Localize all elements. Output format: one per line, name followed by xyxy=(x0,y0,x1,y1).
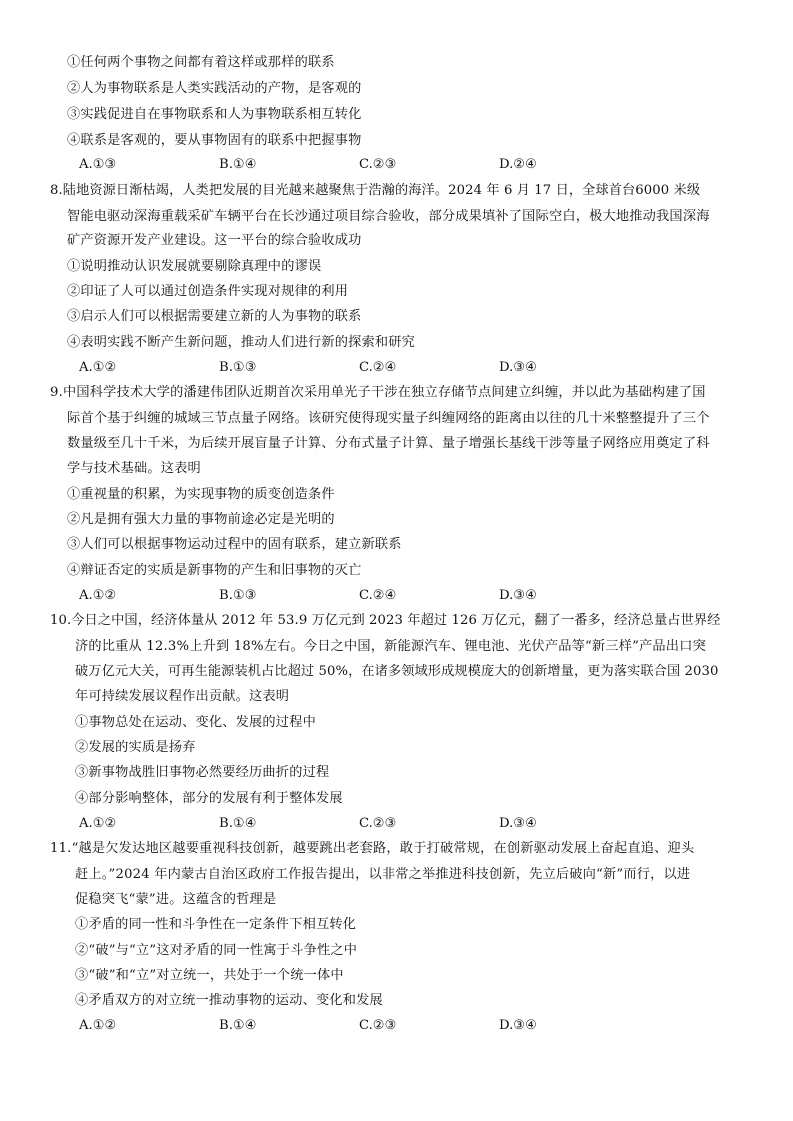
q11-stem-line-1: 11.“越是欠发达地区越要重视科技创新，越要跳出老套路，敢于打破常规，在创新驱动发展上奋起直追、迎头 xyxy=(50,841,695,856)
q9-stem-line-4: 学与技术基础。这表明 xyxy=(67,461,201,476)
q8-statement-1: ①说明推动认识发展就要剔除真理中的谬误 xyxy=(67,259,322,274)
q8-statement-4: ④表明实践不断产生新问题，推动人们进行新的探索和研究 xyxy=(67,335,416,350)
q8-stem-line-1: 8.陆地资源日渐枯竭，人类把发展的目光越来越聚焦于浩瀚的海洋。2024 年 6 月 17 日，全球首台6000 米级 xyxy=(50,183,701,198)
q8-option-b: B.①③ xyxy=(219,360,257,375)
q8-stem-line-2: 智能电驱动深海重载采矿车辆平台在长沙通过项目综合验收，部分成果填补了国际空白，极大地推动我国深海 xyxy=(67,209,710,224)
q8-options xyxy=(0,359,700,377)
q11-option-c: C.②③ xyxy=(359,1018,397,1033)
q11-option-a: A.①② xyxy=(79,1018,117,1033)
q8-stem-line-3: 矿产资源开发产业建设。这一平台的综合验收成功 xyxy=(67,233,362,248)
q10-stem-line-1: 10.今日之中国，经济体量从 2012 年 53.9 万亿元到 2023 年超过 126 万亿元，翻了一番多，经济总量占世界经 xyxy=(50,613,721,628)
q10-option-a: A.①② xyxy=(79,816,117,831)
q10-statement-4: ④部分影响整体，部分的发展有利于整体发展 xyxy=(75,791,343,806)
q7-statement-3: ③实践促进自在事物联系和人为事物联系相互转化 xyxy=(67,107,362,122)
q9-statement-4: ④辩证否定的实质是新事物的产生和旧事物的灭亡 xyxy=(67,563,362,578)
q7-statement-4: ④联系是客观的，要从事物固有的联系中把握事物 xyxy=(67,133,362,148)
q10-statement-2: ②发展的实质是扬弃 xyxy=(75,740,196,755)
q9-option-d: D.③④ xyxy=(499,588,537,603)
q9-statement-1: ①重视量的积累，为实现事物的质变创造条件 xyxy=(67,487,335,502)
q10-stem-line-3: 破万亿元大关，可再生能源装机占比超过 50%，在诸多领域形成规模庞大的创新增量，更为落实联合国 2030 xyxy=(75,664,719,679)
q10-statement-1: ①事物总处在运动、变化、发展的过程中 xyxy=(75,715,316,730)
q9-option-b: B.①③ xyxy=(219,588,257,603)
q8-option-a: A.①② xyxy=(79,360,117,375)
q8-statement-2: ②印证了人可以通过创造条件实现对规律的利用 xyxy=(67,284,349,299)
q8-option-d: D.③④ xyxy=(499,360,537,375)
q7-option-b: B.①④ xyxy=(219,157,257,172)
q10-option-d: D.③④ xyxy=(499,816,537,831)
q11-stem-line-3: 促稳突飞“蒙”进。这蕴含的哲理是 xyxy=(75,892,277,907)
q9-option-a: A.①② xyxy=(79,588,117,603)
q10-stem-line-4: 年可持续发展议程作出贡献。这表明 xyxy=(75,689,290,704)
q11-statement-1: ①矛盾的同一性和斗争性在一定条件下相互转化 xyxy=(75,917,357,932)
q7-option-a: A.①③ xyxy=(79,157,117,172)
q9-stem-line-2: 际首个基于纠缠的城域三节点量子网络。该研究使得现实量子纠缠网络的距离由以往的几十米整整提升了三个 xyxy=(67,411,710,426)
q8-option-c: C.②④ xyxy=(359,360,397,375)
q9-statement-3: ③人们可以根据事物运动过程中的固有联系，建立新联系 xyxy=(67,537,402,552)
q8-statement-3: ③启示人们可以根据需要建立新的人为事物的联系 xyxy=(67,309,362,324)
q11-stem-line-2: 赶上。”2024 年内蒙古自治区政府工作报告提出，以非常之举推进科技创新，先立后破向“新”而行，以进 xyxy=(75,867,691,882)
q7-statement-1: ①任何两个事物之间都有着这样或那样的联系 xyxy=(67,55,335,70)
q10-stem-line-2: 济的比重从 12.3%上升到 18%左右。今日之中国，新能源汽车、锂电池、光伏产品等“新三样”产品出口突 xyxy=(75,639,706,654)
q7-statement-2: ②人为事物联系是人类实践活动的产物，是客观的 xyxy=(67,81,362,96)
q10-option-c: C.②③ xyxy=(359,816,397,831)
q9-option-c: C.②④ xyxy=(359,588,397,603)
q10-statement-3: ③新事物战胜旧事物必然要经历曲折的过程 xyxy=(75,765,330,780)
q11-statement-3: ③“破”和“立”对立统一，共处于一个统一体中 xyxy=(75,968,344,983)
q9-stem-line-3: 数量级至几十千米，为后续开展盲量子计算、分布式量子计算、量子增强长基线干涉等量子网络应用奠定了科 xyxy=(67,436,710,451)
q11-option-b: B.①④ xyxy=(219,1018,257,1033)
q9-options xyxy=(0,587,700,605)
q11-statement-2: ②“破”与“立”这对矛盾的同一性寓于斗争性之中 xyxy=(75,943,358,958)
q11-option-d: D.③④ xyxy=(499,1018,537,1033)
q9-stem-line-1: 9.中国科学技术大学的潘建伟团队近期首次采用单光子干涉在独立存储节点间建立纠缠，并以此为基础构建了国 xyxy=(50,385,706,400)
q11-statement-4: ④矛盾双方的对立统一推动事物的运动、变化和发展 xyxy=(75,993,383,1008)
q7-option-c: C.②③ xyxy=(359,157,397,172)
q7-option-d: D.②④ xyxy=(499,157,537,172)
q10-option-b: B.①④ xyxy=(219,816,257,831)
q10-options xyxy=(0,815,700,833)
q7-options xyxy=(0,156,700,174)
q11-options xyxy=(0,1017,700,1035)
q9-statement-2: ②凡是拥有强大力量的事物前途必定是光明的 xyxy=(67,512,335,527)
